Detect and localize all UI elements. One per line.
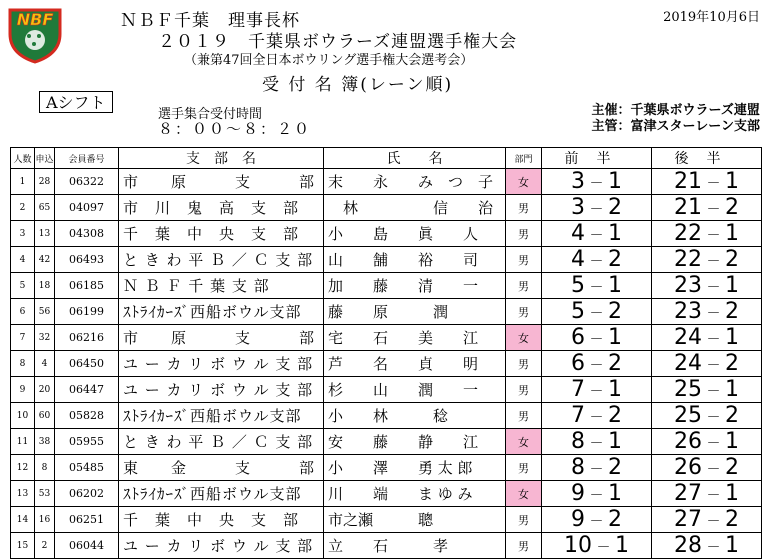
lane-separator: －: [585, 176, 608, 192]
lane-number: 6: [571, 325, 586, 350]
lane-position: 2: [607, 299, 622, 324]
row-lane-second-half: [652, 247, 762, 273]
lane-position: 1: [724, 481, 739, 506]
row-division: 男: [506, 507, 542, 533]
row-member-id: 06493: [55, 247, 119, 273]
lane-position: 2: [607, 195, 622, 220]
row-member-id: 05485: [55, 455, 119, 481]
row-entry-number: 20: [35, 377, 55, 403]
lane-position: 1: [724, 169, 739, 194]
lane-number: 3: [571, 169, 586, 194]
row-number: 6: [11, 299, 35, 325]
row-branch: 市 川 鬼 高 支 部: [119, 195, 324, 221]
lane-position: 1: [724, 221, 739, 246]
row-division: 男: [506, 247, 542, 273]
row-member-id: 06216: [55, 325, 119, 351]
row-player-name: 芦 名 貞 明: [324, 351, 506, 377]
table-row: [11, 455, 762, 481]
row-player-name: 安 藤 静 江: [324, 429, 506, 455]
row-lane-first-half: [542, 169, 652, 195]
row-member-id: 04097: [55, 195, 119, 221]
lane-separator: －: [585, 358, 608, 374]
row-branch: ｽﾄﾗｲｶｰｽﾞ西船ボウル支部: [119, 299, 324, 325]
row-lane-second-half: [652, 533, 762, 559]
row-branch: ユ ー カ リ ボ ウ ル 支 部: [119, 377, 324, 403]
lane-position: 1: [724, 377, 739, 402]
lane-separator: －: [585, 202, 608, 218]
row-lane-first-half: [542, 299, 652, 325]
row-entry-number: 18: [35, 273, 55, 299]
row-number: 3: [11, 221, 35, 247]
lane-number: 23: [674, 273, 703, 298]
lane-number: 8: [571, 455, 586, 480]
lane-position: 1: [724, 273, 739, 298]
event-date: 2019年10月6日: [663, 10, 760, 25]
row-lane-second-half: [652, 169, 762, 195]
row-member-id: 06322: [55, 169, 119, 195]
lane-position: 2: [607, 455, 622, 480]
row-number: 9: [11, 377, 35, 403]
row-lane-first-half: [542, 351, 652, 377]
row-lane-second-half: [652, 351, 762, 377]
lane-separator: －: [702, 306, 725, 322]
lane-position: 2: [724, 455, 739, 480]
row-player-name: 小 澤 勇 太 郎: [324, 455, 506, 481]
row-division: 女: [506, 325, 542, 351]
lane-separator: －: [702, 462, 725, 478]
row-player-name: 小 林 稔: [324, 403, 506, 429]
lane-position: 1: [607, 481, 622, 506]
row-division: 男: [506, 221, 542, 247]
lane-number: 23: [674, 299, 703, 324]
lane-separator: －: [585, 254, 608, 270]
row-lane-second-half: [652, 273, 762, 299]
row-branch: ユ ー カ リ ボ ウ ル 支 部: [119, 351, 324, 377]
row-division: 男: [506, 455, 542, 481]
lane-separator: －: [585, 384, 608, 400]
row-lane-second-half: [652, 429, 762, 455]
event-title-championship: ２０１９ 千葉県ボウラーズ連盟選手権大会: [158, 32, 518, 52]
row-lane-second-half: [652, 195, 762, 221]
row-member-id: 06185: [55, 273, 119, 299]
lane-position: 1: [724, 325, 739, 350]
row-entry-number: 38: [35, 429, 55, 455]
row-lane-first-half: [542, 507, 652, 533]
lane-separator: －: [585, 462, 608, 478]
lane-position: 2: [724, 507, 739, 532]
row-entry-number: 13: [35, 221, 55, 247]
row-player-name: 杉 山 潤 一: [324, 377, 506, 403]
row-lane-first-half: [542, 455, 652, 481]
row-entry-number: 32: [35, 325, 55, 351]
row-number: 14: [11, 507, 35, 533]
row-player-name: 加 藤 清 一: [324, 273, 506, 299]
lane-number: 7: [571, 403, 586, 428]
table-row: [11, 429, 762, 455]
table-row: [11, 403, 762, 429]
shift-label: Aシフト: [39, 91, 113, 113]
row-lane-first-half: [542, 481, 652, 507]
lane-separator: －: [702, 514, 725, 530]
lane-number: 27: [674, 507, 703, 532]
row-entry-number: 8: [35, 455, 55, 481]
lane-number: 24: [674, 351, 703, 376]
table-row: [11, 273, 762, 299]
row-division: 女: [506, 481, 542, 507]
table-row: [11, 247, 762, 273]
row-entry-number: 28: [35, 169, 55, 195]
table-row: [11, 325, 762, 351]
lane-separator: －: [702, 384, 725, 400]
organizer: 主催：千葉県ボウラーズ連盟: [591, 103, 760, 118]
table-row: [11, 507, 762, 533]
row-lane-second-half: [652, 221, 762, 247]
lane-number: 10: [564, 533, 593, 558]
row-division: 男: [506, 403, 542, 429]
row-member-id: 05828: [55, 403, 119, 429]
row-player-name: 市之瀬 聰: [324, 507, 506, 533]
row-division: 女: [506, 429, 542, 455]
row-player-name: 立 石 孝: [324, 533, 506, 559]
col-header-second-half: 後半: [652, 148, 762, 169]
table-row: [11, 195, 762, 221]
lane-separator: －: [585, 280, 608, 296]
row-player-name: 川 端 ま ゆ み: [324, 481, 506, 507]
row-branch: と き わ 平 Ｂ ／ Ｃ 支 部: [119, 247, 324, 273]
lane-separator: －: [702, 358, 725, 374]
lane-number: 9: [571, 481, 586, 506]
row-number: 12: [11, 455, 35, 481]
roster-heading: 受 付 名 簿(レーン順): [262, 75, 454, 95]
row-member-id: 06450: [55, 351, 119, 377]
row-number: 5: [11, 273, 35, 299]
lane-separator: －: [702, 436, 725, 452]
lane-number: 25: [674, 377, 703, 402]
row-member-id: 06044: [55, 533, 119, 559]
row-member-id: 06251: [55, 507, 119, 533]
lane-separator: －: [702, 280, 725, 296]
row-entry-number: 65: [35, 195, 55, 221]
row-division: 男: [506, 299, 542, 325]
row-number: 8: [11, 351, 35, 377]
row-member-id: 05955: [55, 429, 119, 455]
col-header-member-id: 会員番号: [55, 148, 119, 169]
lane-number: 4: [571, 221, 586, 246]
col-header-name: 氏 名: [324, 148, 506, 169]
row-entry-number: 60: [35, 403, 55, 429]
table-row: [11, 299, 762, 325]
row-member-id: 04308: [55, 221, 119, 247]
row-branch: 千 葉 中 央 支 部: [119, 221, 324, 247]
lane-separator: －: [702, 176, 725, 192]
table-row: [11, 351, 762, 377]
row-branch: ｽﾄﾗｲｶｰｽﾞ西船ボウル支部: [119, 481, 324, 507]
row-division: 男: [506, 273, 542, 299]
col-header-reg: 申込: [35, 148, 55, 169]
row-lane-first-half: [542, 273, 652, 299]
row-number: 7: [11, 325, 35, 351]
row-branch: と き わ 平 Ｂ ／ Ｃ 支 部: [119, 429, 324, 455]
row-branch: ユ ー カ リ ボ ウ ル 支 部: [119, 533, 324, 559]
lane-position: 1: [607, 169, 622, 194]
lane-position: 2: [607, 247, 622, 272]
lane-separator: －: [702, 332, 725, 348]
lane-number: 3: [571, 195, 586, 220]
row-division: 女: [506, 169, 542, 195]
row-branch: 市 原 支 部: [119, 325, 324, 351]
lane-number: 8: [571, 429, 586, 454]
lane-separator: －: [702, 488, 725, 504]
manager: 主管：富津スターレーン支部: [591, 119, 760, 134]
lane-number: 28: [674, 533, 703, 558]
table-row: [11, 481, 762, 507]
col-header-branch: 支 部 名: [119, 148, 324, 169]
row-number: 15: [11, 533, 35, 559]
col-header-first-half: 前半: [542, 148, 652, 169]
row-member-id: 06199: [55, 299, 119, 325]
row-entry-number: 4: [35, 351, 55, 377]
row-lane-first-half: [542, 195, 652, 221]
row-lane-first-half: [542, 221, 652, 247]
row-number: 4: [11, 247, 35, 273]
lane-position: 1: [607, 377, 622, 402]
row-entry-number: 16: [35, 507, 55, 533]
lane-position: 1: [724, 533, 739, 558]
lane-position: 2: [724, 247, 739, 272]
row-number: 2: [11, 195, 35, 221]
lane-separator: －: [702, 202, 725, 218]
lane-separator: －: [585, 410, 608, 426]
lane-number: 7: [571, 377, 586, 402]
row-number: 13: [11, 481, 35, 507]
row-lane-second-half: [652, 507, 762, 533]
lane-position: 2: [724, 195, 739, 220]
row-player-name: 山 舗 裕 司: [324, 247, 506, 273]
lane-number: 5: [571, 273, 586, 298]
lane-separator: －: [585, 228, 608, 244]
roster-table: [10, 147, 762, 559]
table-row: [11, 221, 762, 247]
row-lane-second-half: [652, 299, 762, 325]
row-lane-first-half: [542, 429, 652, 455]
row-entry-number: 42: [35, 247, 55, 273]
lane-number: 6: [571, 351, 586, 376]
nbf-logo: [6, 4, 64, 64]
logo-text: NBF: [16, 10, 54, 29]
lane-separator: －: [702, 254, 725, 270]
lane-position: 2: [607, 507, 622, 532]
row-number: 1: [11, 169, 35, 195]
event-title-main: ＮＢＦ千葉 理事長杯: [120, 11, 300, 31]
reception-time-label: 選手集合受付時間: [158, 107, 263, 122]
row-lane-second-half: [652, 377, 762, 403]
row-player-name: 宅 石 美 江: [324, 325, 506, 351]
row-division: 男: [506, 351, 542, 377]
row-number: 10: [11, 403, 35, 429]
table-header-row: [11, 148, 762, 169]
row-player-name: 小 島 眞 人: [324, 221, 506, 247]
reception-time: ８：００～８：２０: [158, 120, 312, 138]
lane-separator: －: [585, 332, 608, 348]
lane-position: 1: [724, 429, 739, 454]
row-division: 男: [506, 195, 542, 221]
lane-number: 22: [674, 247, 703, 272]
lane-number: 9: [571, 507, 586, 532]
row-lane-second-half: [652, 325, 762, 351]
lane-number: 25: [674, 403, 703, 428]
lane-separator: －: [702, 540, 725, 556]
row-branch: 東 金 支 部: [119, 455, 324, 481]
row-lane-first-half: [542, 325, 652, 351]
lane-number: 24: [674, 325, 703, 350]
lane-position: 1: [607, 221, 622, 246]
lane-number: 26: [674, 455, 703, 480]
lane-separator: －: [585, 306, 608, 322]
lane-number: 5: [571, 299, 586, 324]
row-number: 11: [11, 429, 35, 455]
row-lane-first-half: [542, 403, 652, 429]
lane-position: 2: [724, 299, 739, 324]
row-player-name: 末 永 み つ 子: [324, 169, 506, 195]
row-branch: Ｎ Ｂ Ｆ 千 葉 支 部: [119, 273, 324, 299]
lane-position: 1: [607, 273, 622, 298]
lane-separator: －: [585, 436, 608, 452]
row-player-name: 藤 原 潤: [324, 299, 506, 325]
table-row: [11, 169, 762, 195]
row-branch: ｽﾄﾗｲｶｰｽﾞ西船ボウル支部: [119, 403, 324, 429]
row-lane-second-half: [652, 403, 762, 429]
lane-separator: －: [702, 410, 725, 426]
row-entry-number: 56: [35, 299, 55, 325]
lane-position: 1: [607, 325, 622, 350]
lane-separator: －: [592, 540, 615, 556]
lane-separator: －: [585, 488, 608, 504]
col-header-no: 人数: [11, 148, 35, 169]
row-division: 男: [506, 533, 542, 559]
row-entry-number: 2: [35, 533, 55, 559]
row-member-id: 06202: [55, 481, 119, 507]
lane-number: 4: [571, 247, 586, 272]
event-subtitle: （兼第47回全日本ボウリング選手権大会選考会）: [184, 53, 474, 68]
lane-position: 2: [724, 351, 739, 376]
lane-position: 2: [724, 403, 739, 428]
lane-position: 1: [607, 429, 622, 454]
lane-number: 22: [674, 221, 703, 246]
row-member-id: 06447: [55, 377, 119, 403]
lane-number: 26: [674, 429, 703, 454]
table-row: [11, 377, 762, 403]
row-lane-first-half: [542, 533, 652, 559]
col-header-division: 部門: [506, 148, 542, 169]
row-lane-second-half: [652, 455, 762, 481]
lane-position: 2: [607, 351, 622, 376]
lane-number: 27: [674, 481, 703, 506]
row-branch: 市 原 支 部: [119, 169, 324, 195]
row-player-name: 林 信 治: [324, 195, 506, 221]
row-entry-number: 53: [35, 481, 55, 507]
table-row: [11, 533, 762, 559]
row-lane-first-half: [542, 247, 652, 273]
lane-number: 21: [674, 195, 703, 220]
row-lane-first-half: [542, 377, 652, 403]
lane-position: 2: [607, 403, 622, 428]
organizer-info: [592, 103, 760, 135]
lane-number: 21: [674, 169, 703, 194]
row-division: 男: [506, 377, 542, 403]
lane-separator: －: [585, 514, 608, 530]
lane-separator: －: [702, 228, 725, 244]
row-branch: 千 葉 中 央 支 部: [119, 507, 324, 533]
row-lane-second-half: [652, 481, 762, 507]
lane-position: 1: [614, 533, 629, 558]
